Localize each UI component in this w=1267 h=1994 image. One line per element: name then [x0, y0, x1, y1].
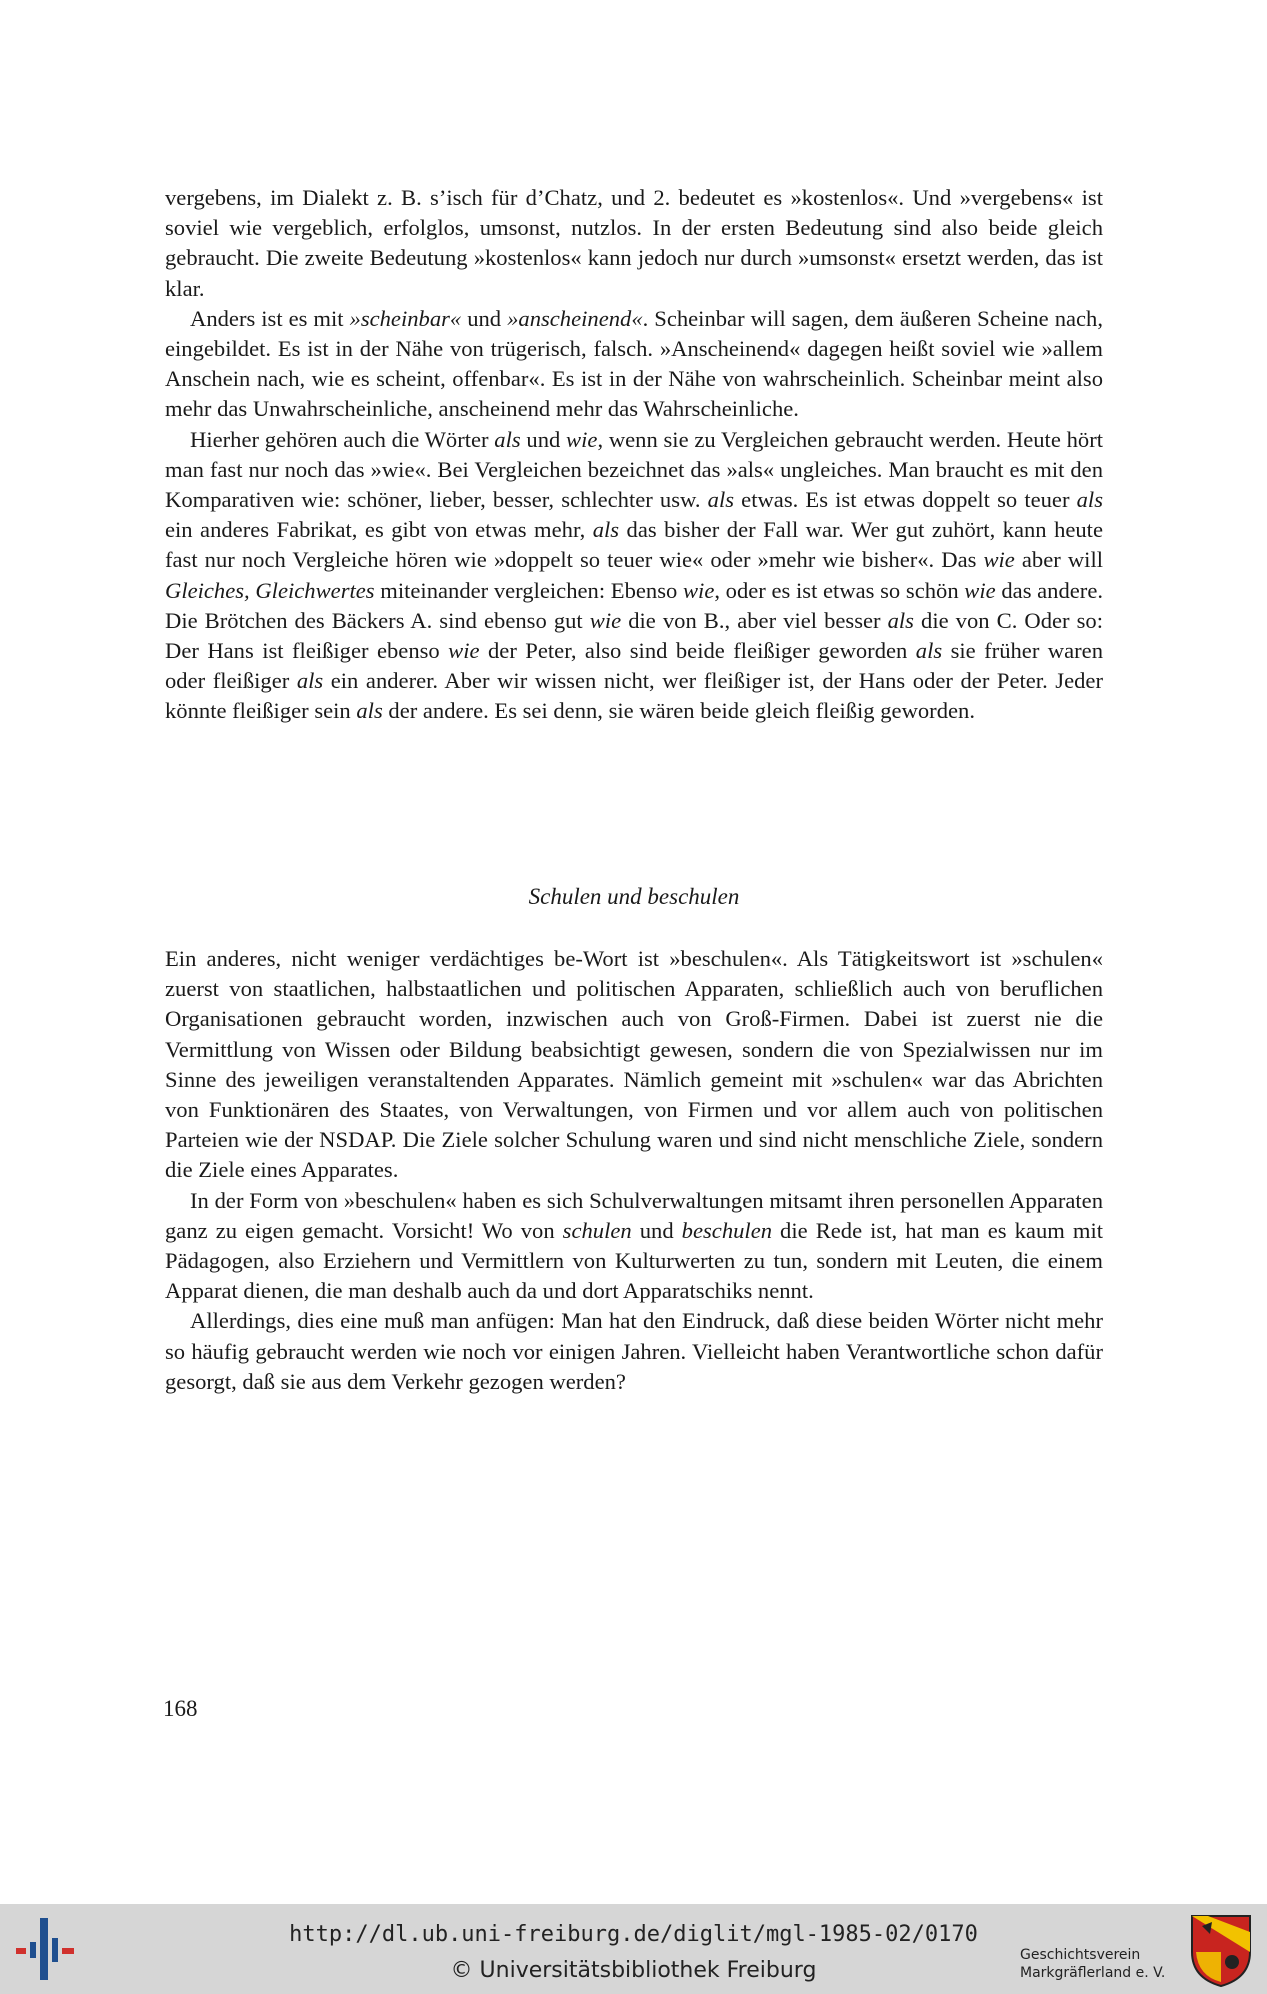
emphasized-term: als: [296, 668, 324, 694]
text-run: ein anderes Fabrikat, es gibt von etwas mehr,: [165, 517, 593, 543]
emphasized-term: als: [915, 638, 943, 664]
text-run: In der Form von »beschulen« haben es sich Schulverwaltungen mitsamt ihren personellen Apparaten ganz zu eigen gemacht. Vorsicht! Wo von: [165, 1187, 1103, 1243]
paragraph: [165, 1306, 1103, 1397]
text-run: sie früher waren oder fleißiger: [165, 638, 1103, 694]
text-run: Anders ist es mit: [190, 305, 350, 331]
text-run: das bisher der Fall war. Wer gut zuhört, kann heute fast nur noch Vergleiche hören wie »doppelt so teuer wie« oder »mehr wie bisher«. Das: [165, 517, 1103, 573]
emphasized-term: als: [1076, 487, 1103, 513]
text-run: aber will: [1014, 547, 1103, 573]
text-run: der Peter, also sind beide fleißiger geworden: [479, 638, 916, 664]
body-text-section-1: [165, 183, 1103, 727]
text-run: die von B., aber viel besser: [621, 607, 888, 633]
paragraph: [165, 304, 1103, 425]
emphasized-term: »scheinbar«: [349, 305, 462, 331]
text-run: , wenn sie zu Vergleichen gebraucht werden. Heute hört man fast nur noch das »wie«. Bei Vergleichen bezeichnet das »als« ungleiches. Man braucht es mit den Komparativen wie: schöner, lieber, besser, schlechter usw.: [165, 426, 1103, 513]
section-heading: Schulen und beschulen: [528, 884, 740, 909]
copyright-notice: © Universitätsbibliothek Freiburg: [450, 1958, 817, 1983]
text-run: die Rede ist, hat man es kaum mit Pädagogen, also Erziehern und Vermittlern von Kulturwerten zu tun, sondern mit Leuten, die einem Apparat dienen, die man deshalb auch da und dort Apparatschiks nennt.: [165, 1217, 1103, 1304]
page-number: 168: [163, 1696, 198, 1721]
emphasized-term: Gleiches, Gleichwertes: [165, 577, 375, 603]
library-footer-bar: [0, 1904, 1267, 1994]
paragraph: [165, 425, 1103, 727]
emphasized-term: »anscheinend«: [507, 305, 643, 331]
society-name: [1020, 1946, 1165, 1982]
paragraph: [165, 1186, 1103, 1307]
emphasized-term: wie: [589, 607, 622, 633]
paragraph: [165, 944, 1103, 1186]
society-name-line-1: Geschichtsverein: [1020, 1947, 1141, 1963]
text-run: miteinander vergleichen: Ebenso: [374, 577, 683, 603]
text-run: Ein anderes, nicht weniger verdächtiges be-Wort ist »beschulen«. Als Tätigkeitswort ist »schulen« zuerst von staatlichen, halbstaatlichen und politischen Apparaten, schließlich auch von beruflichen Organisationen gebraucht worden, inzwischen auch von Groß-Firmen. Dabei ist zuerst nie die Vermittlung von Wissen oder Bildung beabsichtigt gewesen, sondern die von Spezialwissen nur im Sinne des jeweiligen veranstaltenden Apparates. Nämlich gemeint mit »schulen« war das Abrichten von Funktionären des Staates, von Verwaltungen, von Firmen und vor allem auch von politischen Parteien wie der NSDAP. Die Ziele solcher Schulung waren und sind nicht menschliche Ziele, sondern die Ziele eines Apparates.: [165, 946, 1103, 1183]
emphasized-term: beschulen: [681, 1217, 773, 1243]
text-run: . Scheinbar will sagen, dem äußeren Scheine nach, eingebildet. Es ist in der Nähe von trügerisch, falsch. »Anscheinend« dagegen heißt soviel wie »allem Anschein nach, wie es scheint, offenbar«. Es ist in der Nähe von wahrscheinlich. Scheinbar meint also mehr das Unwahrscheinliche, anscheinend mehr das Wahrscheinliche.: [165, 305, 1103, 422]
text-run: und: [520, 426, 567, 452]
text-run: etwas. Es ist etwas doppelt so teuer: [734, 487, 1077, 513]
emphasized-term: als: [494, 426, 521, 452]
text-run: Hierher gehören auch die Wörter: [190, 426, 495, 452]
text-run: ein anderer. Aber wir wissen nicht, wer fleißiger ist, der Hans oder der Peter. Jeder könnte fleißiger sein: [165, 668, 1103, 724]
body-text-section-2: [165, 944, 1103, 1397]
text-run: Allerdings, dies eine muß man anfügen: Man hat den Eindruck, daß diese beiden Wörter nicht mehr so häufig gebraucht werden wie noch vor einigen Jahren. Vielleicht haben Verantwortliche schon dafür gesorgt, daß sie aus dem Verkehr gezogen werden?: [165, 1308, 1103, 1394]
text-run: das andere. Die Brötchen des Bäckers A. sind ebenso gut: [165, 577, 1104, 633]
text-run: und: [461, 305, 508, 331]
text-run: vergebens, im Dialekt z. B. s’isch für d’Chatz, und 2. bedeutet es »kostenlos«. Und »vergebens« ist soviel wie vergeblich, erfolglos, umsonst, nutzlos. In der ersten Bedeutung sind also beide gleich gebraucht. Die zweite Bedeutung »kostenlos« kann jedoch nur durch »umsonst« ersetzt werden, das ist klar.: [165, 185, 1103, 301]
emphasized-term: wie: [566, 426, 598, 452]
text-run: die von C. Oder so: Der Hans ist fleißiger ebenso: [165, 607, 1103, 664]
society-name-line-2: Markgräflerland e. V.: [1020, 1965, 1166, 1981]
emphasized-term: schulen: [562, 1217, 632, 1243]
emphasized-term: als: [592, 517, 620, 543]
emphasized-term: wie: [964, 577, 996, 603]
emphasized-term: wie: [983, 547, 1015, 573]
emphasized-term: wie: [682, 577, 715, 603]
emphasized-term: als: [356, 698, 383, 724]
emphasized-term: als: [887, 607, 914, 633]
emphasized-term: als: [707, 487, 735, 513]
text-run: der andere. Es sei denn, sie wären beide gleich fleißig geworden.: [382, 698, 975, 724]
emphasized-term: wie: [448, 638, 480, 664]
text-run: und: [631, 1217, 682, 1243]
text-run: , oder es ist etwas so schön: [714, 577, 965, 603]
society-crest-icon: [1188, 1912, 1254, 1988]
paragraph: [165, 183, 1103, 304]
permalink-url[interactable]: http://dl.ub.uni-freiburg.de/diglit/mgl-1985-02/0170: [289, 1922, 978, 1947]
